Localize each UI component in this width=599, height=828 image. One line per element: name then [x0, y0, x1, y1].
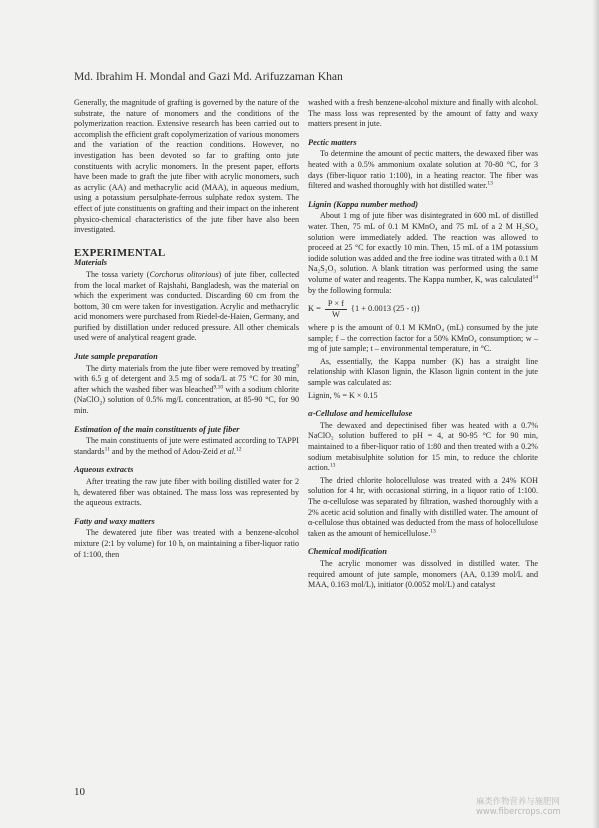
lignin-paragraph: About 1 mg of jute fiber was disintegrated in 600 mL of distilled water. Then, 75 mL of 0.1 M KMnO₄ and 75 mL of a 2 M H₂SO₄ solution were immediately added. The reaction was allowed to proceed at 25 °C for exactly 10 min. Then, 15 mL of a 1M potassium iodide solution was added and the free iodine was titrated with a 0.1 M Na₂S₂O₃ solution. A blank titration was performed using the same volume of water and reagents. The Kappa number, K, was calculated$^{14}$ by the following formula:	[308, 211, 538, 295]
page-edge-shadow	[592, 0, 599, 828]
formula-denominator: W	[331, 310, 340, 320]
pectic-matters-paragraph: To determine the amount of pectic matters, the dewaxed fiber was heated with a 0.5% ammonium oxalate solution at 70-80 °C, for 3 days (fiber-liquor ratio 1:100), in a heating reactor. The fiber was filtered and washed thoroughly with hot distilled water.$^{13}$	[308, 149, 538, 191]
left-column	[74, 98, 299, 562]
citation-ref: 9,10	[213, 384, 224, 391]
formula-lhs: K =	[308, 304, 321, 314]
fatty-waxy-continued: washed with a fresh benzene-alcohol mixture and finally with alcohol. The mass loss was represented by the amount of fatty and waxy matters present in jute.	[308, 98, 538, 129]
species-name: Corchorus olitorious	[149, 269, 219, 279]
materials-heading: Materials	[74, 258, 108, 268]
intro-paragraph: Generally, the magnitude of grafting is governed by the nature of the substrate, the nature of monomers and the conditions of the polymerization reaction. Extensive research has been carried out to accomplish the efficient graft copolymerization of various monomers and the variation of the reaction conditions. However, no investigation has been devoted so far to grafting onto jute constituents with acrylic monomers. In the present paper, efforts have been made to graft the jute fiber with acrylic monomers, such as acrylic (AA) and methacrylic acid (MAA), in aqueous medium, using a potassium persulphate-ferrous sulphate redox system. The effect of jute constituents on grafting and their impact on the inherent physico-chemical characteristics of the jute fiber have also been investigated.	[74, 98, 299, 235]
aqueous-extracts-heading: Aqueous extracts	[74, 465, 134, 475]
running-header-authors: Md. Ibrahim H. Mondal and Gazi Md. Arifuzzaman Khan	[74, 70, 343, 83]
right-column	[308, 98, 538, 593]
formula-where-paragraph: where p is the amount of 0.1 M KMnO₄ (mL) consumed by the jute sample; f – the correction factor for a 50% KMnO₄ consumption; w – mg of jute sample; t – environmental temperature, in °C.	[308, 323, 538, 354]
jute-sample-preparation-paragraph: The dirty materials from the jute fiber were removed by treating$^9$ with 6.5 g of detergent and 3.5 mg of soda/L at 75 °C for 30 min, after which the washed fiber was bleached$^{9,10}$ with a sodium chlorite (NaClO$_2$) solution of 0.5% mg/L concentration, at 85-90 °C, for 90 min.	[74, 362, 299, 416]
holocellulose-paragraph: The dried chlorite holocellulose was treated with a 24% KOH solution for 4 hr, with occasional stirring, in a liquor ratio of 1:100. The α-cellulose was separated by filtration, washed thoroughly with a 2% acetic acid solution and finally with distilled water. The amount of α-cellulose thus obtained was deducted from the mass of holocellulose taken as the amount of hemicellulose.$^{13}$	[308, 475, 538, 538]
formula-rhs: {1 + 0.0013 (25 - t)}	[350, 304, 421, 314]
kappa-klason-paragraph: As, essentially, the Kappa number (K) has a straight line relationship with Klason lignin, the Klason lignin content in the jute sample was calculated as:	[308, 356, 538, 388]
experimental-heading: EXPERIMENTAL	[74, 246, 166, 259]
chemical-modification-paragraph: The acrylic monomer was dissolved in distilled water. The required amount of jute sample, monomers (AA, 0.139 mol/L and MAA, 0.163 mol/L), initiator (0.0052 mol/L) and catalyst	[308, 558, 538, 590]
fatty-waxy-heading: Fatty and waxy matters	[74, 516, 155, 526]
citation-ref: 9	[296, 362, 299, 369]
formula-numerator: P × f	[325, 299, 347, 310]
citation-ref: 11	[104, 446, 110, 453]
kappa-formula	[308, 299, 538, 320]
watermark-chinese-text: 麻类作物营养与施肥网	[476, 796, 560, 806]
lignin-heading: Lignin (Kappa number method)	[308, 199, 419, 209]
fatty-waxy-paragraph: The dewatered jute fiber was treated with a benzene-alcohol mixture (2:1 by volume) for 10 h, on maintaining a fiber-liquor ratio of 1:100, then	[74, 528, 299, 559]
citation-ref: 14	[532, 274, 538, 281]
citation-ref: 13	[430, 528, 436, 535]
site-watermark	[476, 796, 561, 816]
page-number: 10	[74, 786, 85, 798]
estimation-paragraph: The main constituents of jute were estimated according to TAPPI standards$^{11}$ and by the method of Adou-Zeid et al.$^{12}$	[74, 436, 299, 456]
estimation-heading: Estimation of the main constituents of jute fiber	[74, 424, 240, 434]
cellulose-heading: α-Cellulose and hemicellulose	[308, 409, 413, 419]
citation-ref: 12	[235, 446, 242, 453]
materials-paragraph: The tossa variety (Corchorus olitorious) of jute fiber, collected from the local market of Rajshahi, Bangladesh, was the material on which the experiment was conducted. Discarding 60 cm from the bottom, 30 cm were taken for investigation. Acrylic and methacrylic acid monomers were purchased from Riedel-de-Haien, Germany, and purified by distillation under reduced pressure. All other chemicals used were of analytical reagent grade.	[74, 269, 299, 343]
lignin-formula: Lignin, % = K × 0.15	[308, 390, 378, 400]
formula-fraction	[325, 299, 347, 320]
jute-sample-preparation-heading: Jute sample preparation	[74, 352, 158, 362]
aqueous-extracts-paragraph: After treating the raw jute fiber with boiling distilled water for 2 h, dewatered fiber was obtained. The mass loss was represented by the aqueous extracts.	[74, 477, 299, 508]
pectic-matters-heading: Pectic matters	[308, 137, 357, 147]
cellulose-paragraph: The dewaxed and depectinised fiber was heated with a 0.7% NaClO₂ solution buffered to pH = 4, at 90-95 °C for 90 min, maintained to a fiber-liquor ratio of 1:80 and then treated with a 0.2% sodium metabisulphite solution for 15 min, to reduce the chlorite action.$^{13}$	[308, 420, 538, 473]
citation-ref: 13	[329, 462, 336, 469]
citation-ref: 13	[487, 180, 493, 187]
chemical-modification-heading: Chemical modification	[308, 547, 387, 557]
watermark-url: www.fibercrops.com	[476, 806, 561, 816]
